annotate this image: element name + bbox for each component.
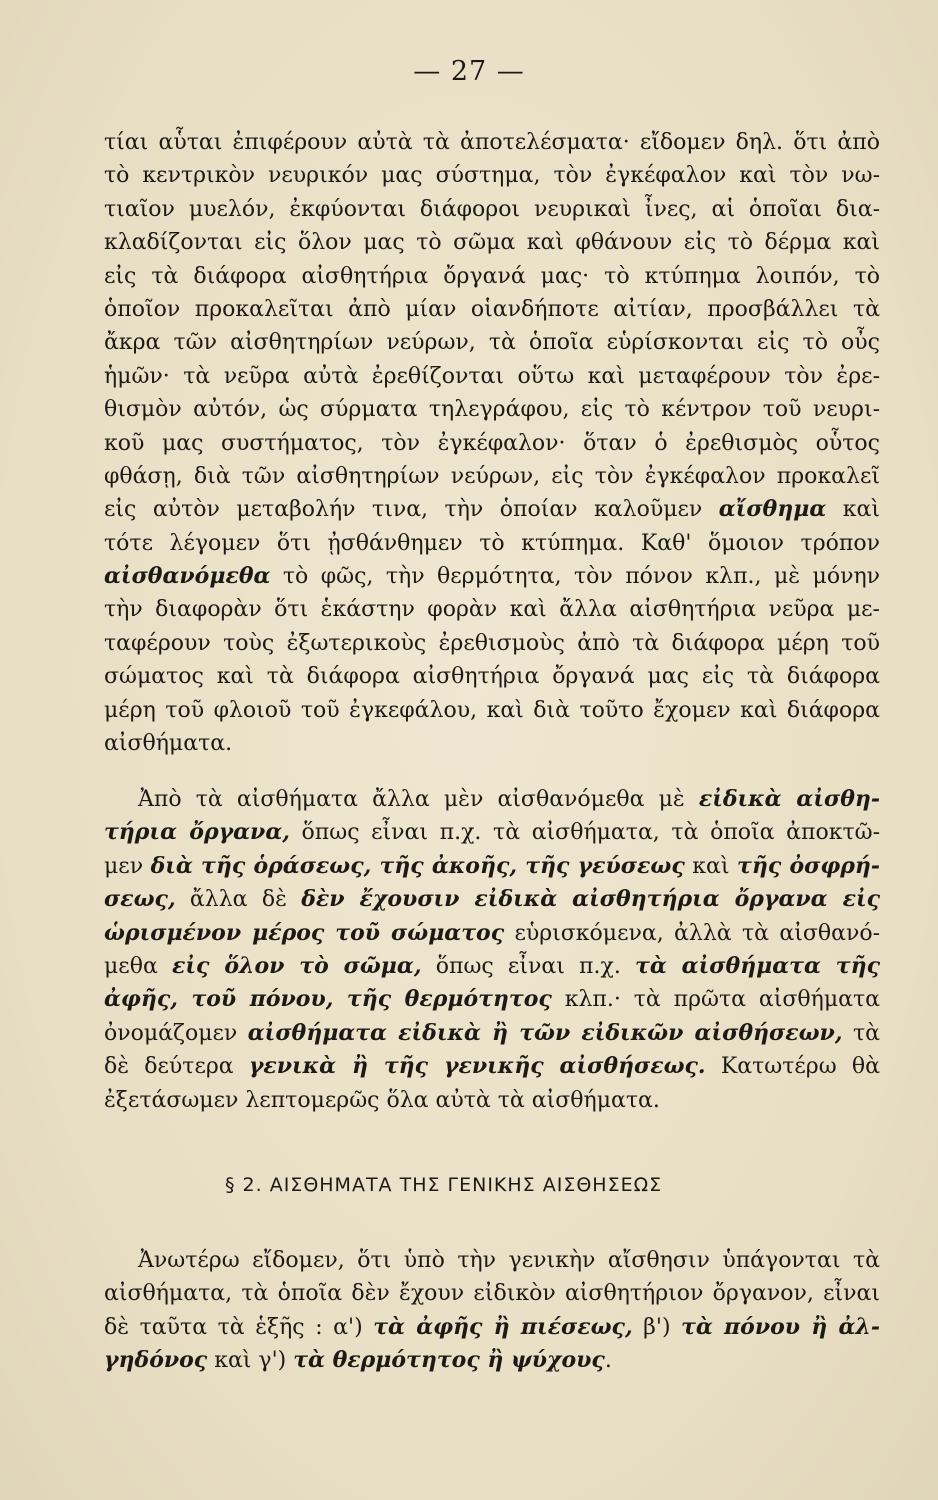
text-line bbox=[104, 850, 880, 883]
paragraph-2 bbox=[104, 783, 880, 1117]
body-text: ἄλλα δὲ bbox=[175, 887, 302, 913]
emphasis-text: τὰ πόνου ἢ ἀλ- bbox=[681, 1313, 880, 1340]
body-text: τίαι αὗται ἐπιφέρουν αὐτὰ τὰ ἀποτελέσματα· εἴδομεν δηλ. ὅτι ἀπὸ bbox=[104, 130, 880, 155]
body-text: Κατωτέρω θὰ bbox=[705, 1054, 880, 1080]
text-line bbox=[104, 159, 880, 192]
emphasis-text: ἀφῆς, τοῦ πόνου, τῆς θερμότητος bbox=[104, 986, 552, 1013]
body-text: αἰσθήματα. bbox=[104, 731, 233, 757]
emphasis-text: αἰσθανόμεθα bbox=[104, 563, 271, 590]
emphasis-text: εἰδικὰ αἰσθη- bbox=[698, 786, 880, 812]
body-text: τὰ bbox=[842, 1020, 880, 1046]
text-line bbox=[104, 393, 880, 426]
body-text: καὶ bbox=[826, 497, 880, 523]
text-line bbox=[104, 326, 880, 359]
body-text: Ἀνωτέρω εἴδομεν, ὅτι ὑπὸ τὴν γενικὴν αἴσθησιν ὑπάγονται τὰ bbox=[138, 1248, 880, 1273]
emphasis-text: σεως, bbox=[104, 886, 176, 913]
emphasis-text: δὲν ἔχουσιν εἰδικὰ αἰσθητήρια ὄργανα εἰς bbox=[301, 886, 880, 913]
emphasis-text: αἴσθημα bbox=[718, 496, 827, 523]
body-text: ὀνομάζομεν bbox=[104, 1020, 248, 1046]
text-line bbox=[104, 983, 880, 1016]
body-text: δὲ δεύτερα bbox=[104, 1054, 249, 1080]
text-line bbox=[104, 593, 880, 626]
text-line bbox=[104, 1050, 880, 1083]
emphasis-text: γενικὰ ἢ τῆς γενικῆς αἰσθήσεως. bbox=[248, 1053, 706, 1080]
body-text: αἰσθήματα, τὰ ὁποῖα δὲν ἔχουν εἰδικὸν αἰσθητήριον ὄργανον, εἶναι bbox=[104, 1281, 880, 1307]
emphasis-text: ὡρισμένον μέρος τοῦ σώματος bbox=[104, 919, 505, 946]
text-line bbox=[104, 560, 880, 593]
text-line bbox=[104, 493, 880, 526]
text-line bbox=[104, 660, 880, 693]
text-line bbox=[104, 1084, 880, 1117]
emphasis-text: τὰ αἰσθήματα τῆς bbox=[635, 952, 880, 979]
paragraph-1 bbox=[104, 126, 880, 760]
text-line bbox=[104, 883, 880, 916]
text-line bbox=[104, 816, 880, 849]
text-line bbox=[104, 783, 880, 816]
body-text: τὸ φῶς, τὴν θερμότητα, τὸν πόνον κλπ., μὲ μόνην bbox=[270, 564, 880, 590]
body-text: θισμὸν αὐτόν, ὡς σύρματα τηλεγράφου, εἰς τὸ κέντρον τοῦ νευρι- bbox=[104, 397, 880, 423]
body-text: ἐξετάσωμεν λεπτομερῶς ὅλα αὐτὰ τὰ αἰσθήματα. bbox=[104, 1087, 660, 1113]
body-text: τότε λέγομεν ὅτι ᾐσθάνθημεν τὸ κτύπημα. Καθ' ὅμοιον τρόπον bbox=[104, 530, 880, 556]
body-text: κοῦ μας συστήματος, τὸν ἐγκέφαλον· ὅταν ὁ ἐρεθισμὸς οὗτος bbox=[104, 430, 880, 456]
text-line bbox=[104, 360, 880, 393]
text-line bbox=[104, 950, 880, 983]
text-line bbox=[104, 627, 880, 660]
text-line bbox=[104, 193, 880, 226]
page-number: — 27 — bbox=[413, 56, 525, 87]
body-text: σώματος καὶ τὰ διάφορα αἰσθητήρια ὄργανά μας εἰς τὰ διάφορα bbox=[104, 664, 880, 690]
body-text: ταφέρουν τοὺς ἐξωτερικοὺς ἐρεθισμοὺς ἀπὸ τὰ διάφορα μέρη τοῦ bbox=[104, 630, 880, 656]
text-line bbox=[104, 226, 880, 259]
emphasis-text: αἰσθήματα εἰδικὰ ἢ τῶν εἰδικῶν αἰσθήσεων, bbox=[247, 1019, 843, 1046]
section-heading: § 2. ΑΙΣΘΗΜΑΤΑ ΤΗΣ ΓΕΝΙΚΗΣ ΑΙΣΘΗΣΕΩΣ bbox=[225, 1174, 663, 1196]
body-text: ἄκρα τῶν αἰσθητηρίων νεύρων, τὰ ὁποῖα εὑρίσκονται εἰς τὸ οὖς bbox=[104, 330, 880, 356]
emphasis-text: τήρια ὄργανα, bbox=[104, 819, 290, 846]
body-text: καὶ γ') bbox=[207, 1348, 294, 1374]
emphasis-text: γηδόνος bbox=[104, 1347, 208, 1374]
body-text: εἰς τὰ διάφορα αἰσθητήρια ὄργανά μας· τὸ κτύπημα λοιπόν, τὸ bbox=[104, 263, 880, 289]
body-text: ὅπως εἶναι π.χ. τὰ αἰσθήματα, τὰ ὁποῖα ἀποκτῶ- bbox=[289, 820, 880, 846]
body-text: κλπ.· τὰ πρῶτα αἰσθήματα bbox=[551, 987, 880, 1013]
body-text: ὁποῖον προκαλεῖται ἀπὸ μίαν οἱανδήποτε αἰτίαν, προσβάλλει τὰ bbox=[104, 296, 880, 322]
body-text: κλαδίζονται εἰς ὅλον μας τὸ σῶμα καὶ φθάνουν εἰς τὸ δέρμα καὶ bbox=[104, 230, 880, 256]
body-text: μέρη τοῦ φλοιοῦ τοῦ ἐγκεφάλου, καὶ διὰ τοῦτο ἔχομεν καὶ διάφορα bbox=[104, 697, 880, 723]
emphasis-text: τῆς ὀσφρή- bbox=[737, 852, 880, 879]
body-text: δὲ ταῦτα τὰ ἑξῆς : α') bbox=[104, 1314, 374, 1340]
emphasis-text: διὰ τῆς ὁράσεως, τῆς ἀκοῆς, τῆς γεύσεως bbox=[150, 852, 685, 879]
text-line bbox=[104, 1017, 880, 1050]
body-text: τὴν διαφορὰν ὅτι ἑκάστην φορὰν καὶ ἄλλα αἰσθητήρια νεῦρα με- bbox=[104, 597, 880, 623]
text-line bbox=[104, 917, 880, 950]
text-line bbox=[104, 1311, 880, 1344]
text-line bbox=[104, 727, 880, 760]
body-text: ὅπως εἶναι π.χ. bbox=[421, 953, 636, 979]
body-text: . bbox=[604, 1348, 612, 1374]
emphasis-text: τὰ θερμότητος ἢ ψύχους bbox=[293, 1347, 605, 1374]
text-line bbox=[104, 1277, 880, 1310]
body-text: μεν bbox=[104, 853, 151, 879]
text-line bbox=[104, 527, 880, 560]
body-text: ἡμῶν· τὰ νεῦρα αὐτὰ ἐρεθίζονται οὕτω καὶ μεταφέρουν τὸν ἐρε- bbox=[104, 363, 880, 389]
body-text: μεθα bbox=[104, 953, 173, 979]
text-line bbox=[104, 460, 880, 493]
text-line bbox=[104, 293, 880, 326]
text-line bbox=[104, 126, 880, 159]
body-text: τιαῖον μυελόν, ἐκφύονται διάφοροι νευρικαὶ ἶνες, αἱ ὁποῖαι δια- bbox=[104, 196, 880, 222]
text-line bbox=[104, 427, 880, 460]
body-text: εἰς αὐτὸν μεταβολήν τινα, τὴν ὁποίαν καλοῦμεν bbox=[104, 497, 719, 523]
body-text: φθάσῃ, διὰ τῶν αἰσθητηρίων νεύρων, εἰς τὸν ἐγκέφαλον προκαλεῖ bbox=[104, 463, 880, 489]
text-line bbox=[104, 1244, 880, 1277]
body-text: καὶ bbox=[684, 853, 738, 879]
body-text: τὸ κεντρικὸν νευρικόν μας σύστημα, τὸν ἐγκέφαλον καὶ τὸν νω- bbox=[104, 163, 880, 189]
body-text: Ἀπὸ τὰ αἰσθήματα ἄλλα μὲν αἰσθανόμεθα μὲ bbox=[138, 787, 699, 812]
text-line bbox=[104, 1344, 880, 1377]
paragraph-3 bbox=[104, 1244, 880, 1378]
text-line bbox=[104, 260, 880, 293]
emphasis-text: τὰ ἀφῆς ἢ πιέσεως, bbox=[373, 1313, 633, 1340]
body-text: β') bbox=[632, 1314, 682, 1340]
body-text: εὑρισκόμενα, ἀλλὰ τὰ αἰσθανό- bbox=[504, 920, 880, 946]
text-line bbox=[104, 694, 880, 727]
emphasis-text: εἰς ὅλον τὸ σῶμα, bbox=[172, 952, 422, 979]
